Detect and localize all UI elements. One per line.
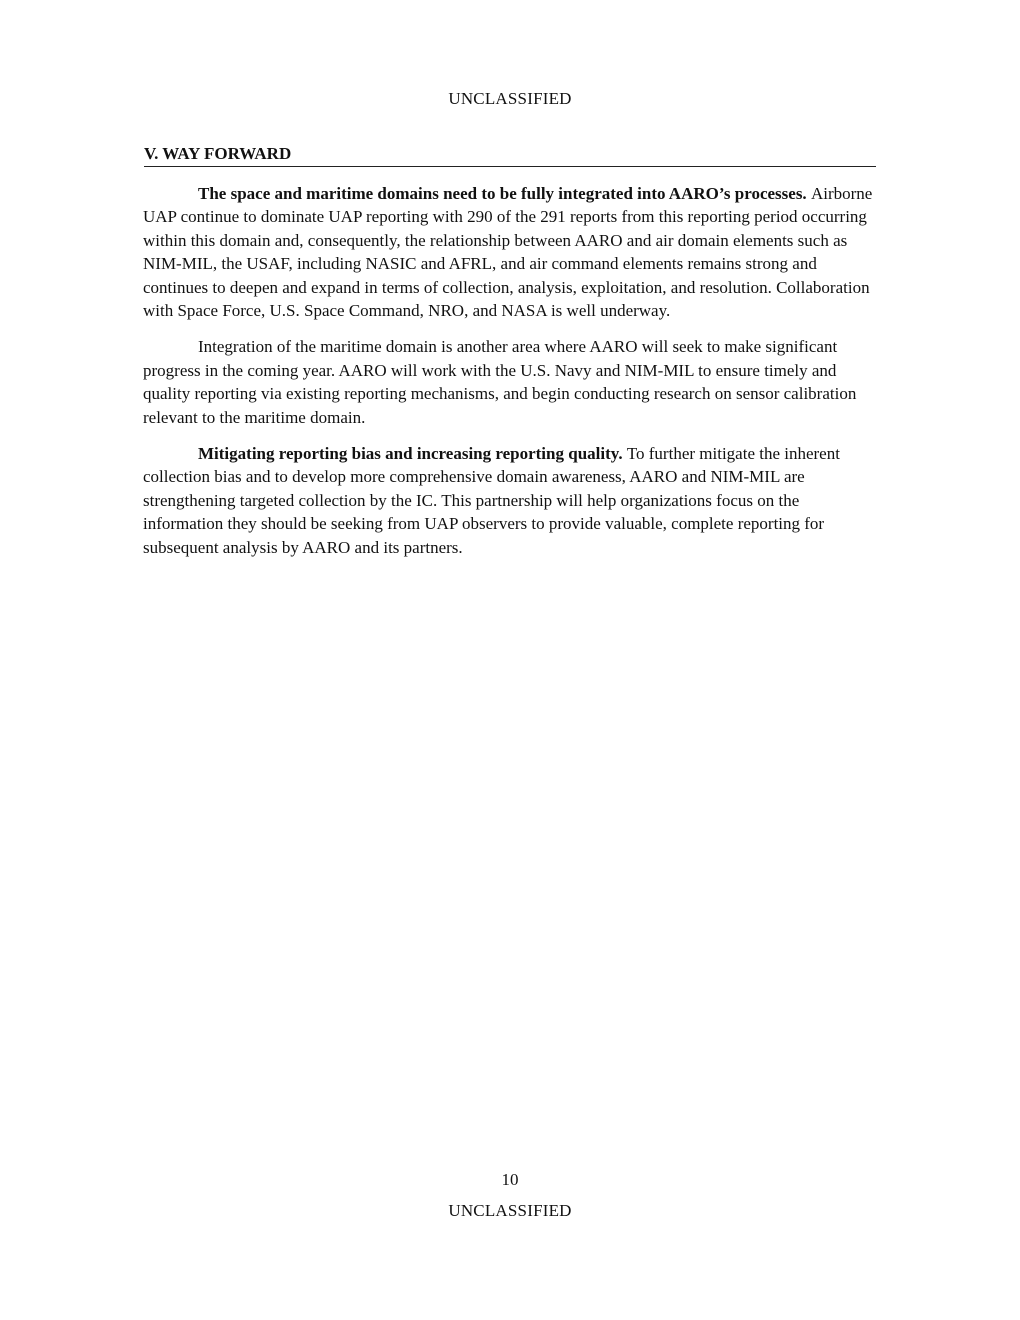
page-number: 10 bbox=[501, 1170, 519, 1189]
footer-classification-marking: UNCLASSIFIED bbox=[448, 1201, 572, 1220]
header-classification-marking: UNCLASSIFIED bbox=[448, 89, 572, 108]
paragraph-space-maritime bbox=[143, 182, 877, 322]
paragraph-text: Integration of the maritime domain is another area where AARO will seek to make significant progress in the coming year. AARO will work with the U.S. Navy and NIM-MIL to ensure timely and quality reporting via existing reporting mechanisms, and begin conducting research on sensor calibration relevant to the maritime domain. bbox=[143, 337, 857, 427]
paragraph-reporting-bias bbox=[143, 442, 877, 559]
paragraph-lead-heading: Mitigating reporting bias and increasing reporting quality. bbox=[198, 444, 627, 464]
paragraph-text: Airborne UAP continue to dominate UAP reporting with 290 of the 291 reports from this reporting period occurring within this domain and, consequently, the relationship between AARO and air domain elements such as NIM-MIL, the USAF, including NASIC and AFRL, and air command elements remains strong and continues to deepen and expand in terms of collection, analysis, exploitation, and resolution. Collaboration with Space Force, U.S. Space Command, NRO, and NASA is well underway. bbox=[143, 184, 873, 321]
section-heading: V. WAY FORWARD bbox=[144, 144, 876, 167]
section-body bbox=[143, 182, 877, 572]
paragraph-lead-heading: The space and maritime domains need to be fully integrated into AARO’s processes. bbox=[198, 184, 811, 203]
paragraph-text: To further mitigate the inherent collection bias and to develop more comprehensive domain awareness, AARO and NIM-MIL are strengthening targeted collection by the IC. This partnership will help organizations focus on the information they should be seeking from UAP observers to provide valuable, complete reporting for subsequent analysis by AARO and its partners. bbox=[143, 444, 840, 557]
paragraph-maritime-integration bbox=[143, 335, 877, 429]
